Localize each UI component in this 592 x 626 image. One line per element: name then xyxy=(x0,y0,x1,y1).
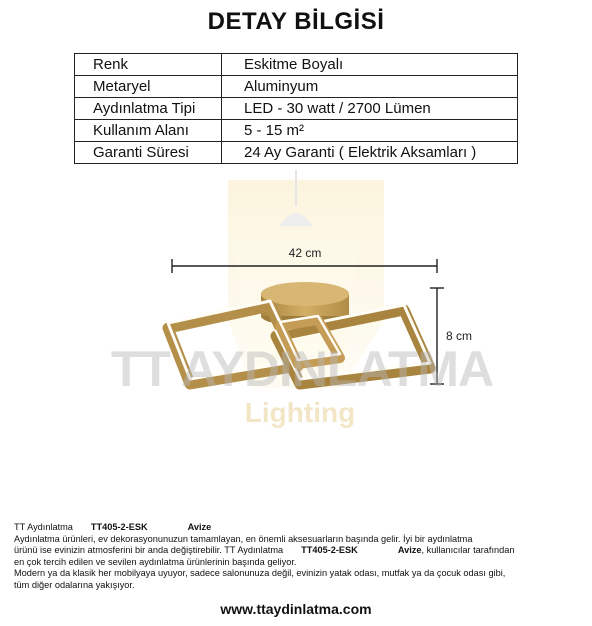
spec-value: 24 Ay Garanti ( Elektrik Aksamları ) xyxy=(222,142,518,164)
spec-value: Aluminyum xyxy=(222,76,518,98)
description-model: TT405-2-ESK xyxy=(90,522,148,532)
watermark-sub: Lighting xyxy=(244,397,356,428)
product-description xyxy=(14,522,584,592)
spec-value: 5 - 15 m² xyxy=(222,120,518,142)
spec-label: Renk xyxy=(75,54,222,76)
description-line: tüm diğer odalarına yakışıyor. xyxy=(14,579,135,590)
spec-label: Metaryel xyxy=(75,76,222,98)
spec-value: Eskitme Boyalı xyxy=(222,54,518,76)
spec-row-warranty xyxy=(75,142,518,164)
page-title: DETAY BİLGİSİ xyxy=(207,8,385,35)
product-illustration xyxy=(0,170,592,440)
spec-table xyxy=(74,53,518,164)
spec-row-color xyxy=(75,54,518,76)
spec-row-material xyxy=(75,76,518,98)
spec-label: Kullanım Alanı xyxy=(75,120,222,142)
description-category: Avize xyxy=(187,522,212,532)
spec-row-usage-area xyxy=(75,120,518,142)
description-line: en çok tercih edilen ve sevilen aydınlatma ürünlerinin başında geliyor. xyxy=(14,556,297,567)
spec-row-lighting-type xyxy=(75,98,518,120)
description-line: Aydınlatma ürünleri, ev dekorasyonunuzun tamamlayan, en önemli aksesuarların başında gelir. İyi bir aydınlatma xyxy=(14,533,473,544)
website-url: www.ttaydinlatma.com xyxy=(220,601,372,617)
watermark-brand: TT AYDINLATMA xyxy=(110,341,494,397)
spec-value: LED - 30 watt / 2700 Lümen xyxy=(222,98,518,120)
width-dimension-label: 42 cm xyxy=(288,246,322,260)
spec-label: Aydınlatma Tipi xyxy=(75,98,222,120)
height-dimension-label: 8 cm xyxy=(446,329,473,343)
description-brand: TT Aydınlatma xyxy=(14,522,73,532)
spec-label: Garanti Süresi xyxy=(75,142,222,164)
description-header xyxy=(14,522,584,534)
description-line: Modern ya da klasik her mobilyaya uyuyor, sadece salonunuza değil, evinizin yatak odası, mutfak ya da çocuk odası gibi, xyxy=(14,568,506,579)
description-line: ürünü ise evinizin atmosferini bir anda değiştirebilir. TT Aydınlatma TT405-2-ESK Avize, kullanıcılar tarafından xyxy=(14,545,515,556)
